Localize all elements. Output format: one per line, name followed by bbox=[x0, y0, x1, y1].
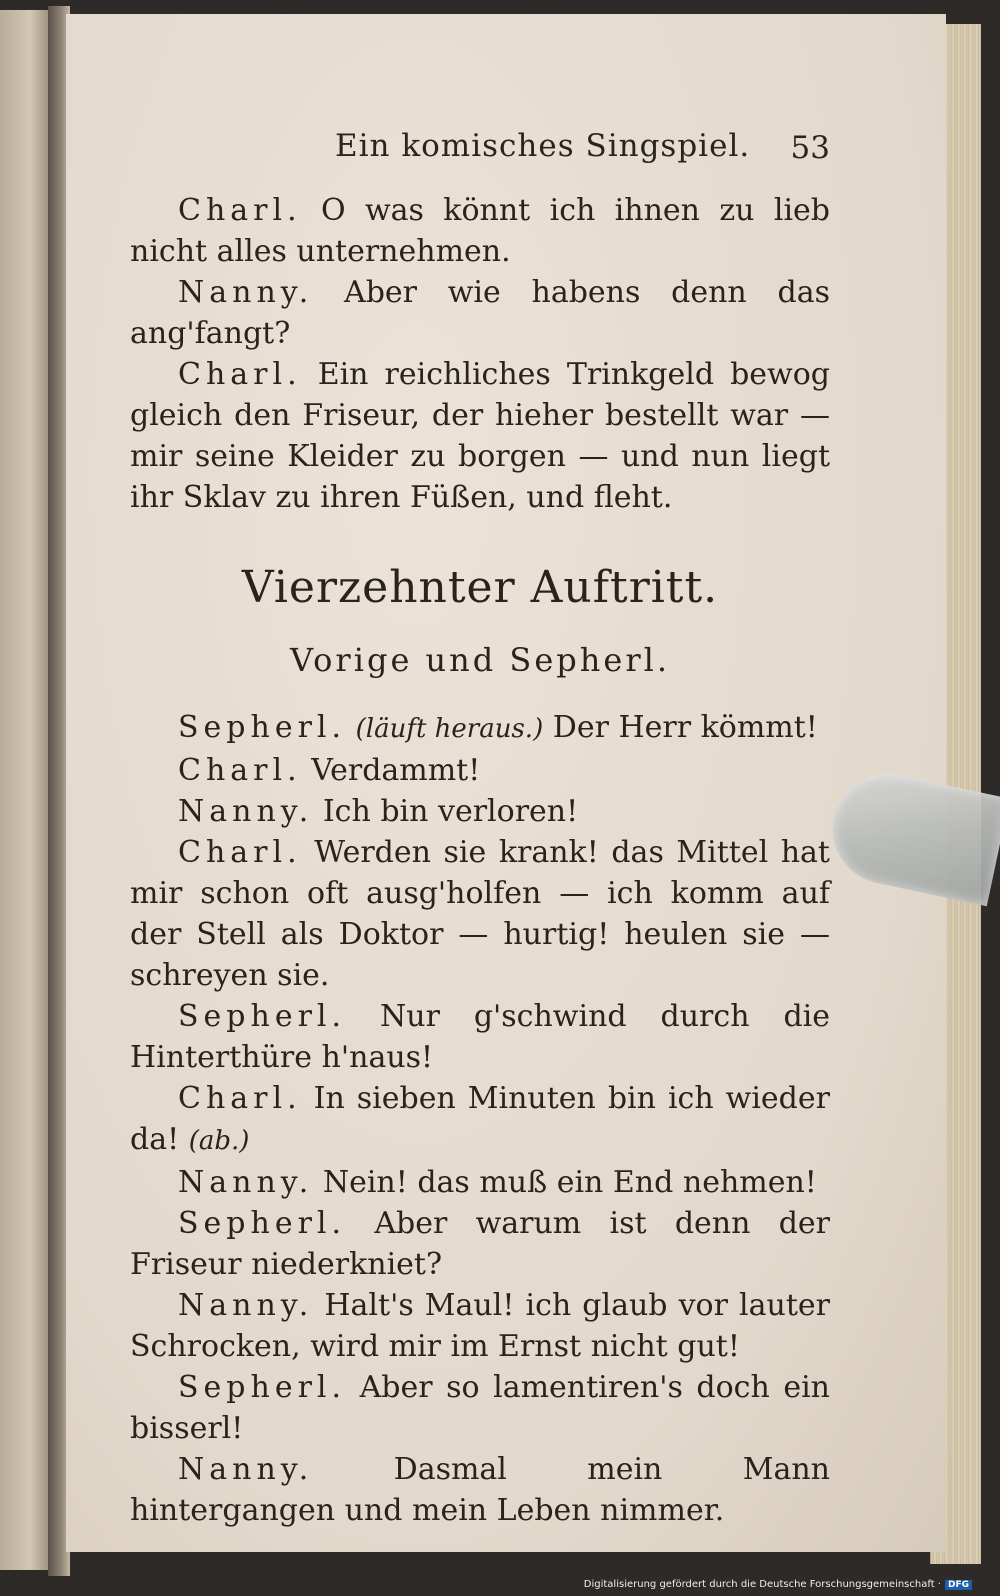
speech-line bbox=[130, 1203, 830, 1285]
speaker-name: Charl. bbox=[178, 357, 302, 392]
speech-line bbox=[130, 707, 830, 750]
speaker-name: Nanny. bbox=[178, 794, 314, 829]
stage-direction: (ab.) bbox=[188, 1126, 250, 1156]
scene-characters: Vorige und Sepherl. bbox=[289, 641, 671, 679]
speaker-name: Nanny. bbox=[178, 1452, 314, 1487]
page-header bbox=[100, 128, 830, 168]
speech-text: Ich bin verloren! bbox=[322, 794, 579, 829]
left-page-edge bbox=[0, 10, 50, 1570]
speech-text: Nur g'schwind durch die Hinterthüre h'naus! bbox=[130, 999, 830, 1075]
speaker-name: Charl. bbox=[178, 1081, 302, 1116]
speech-text: In sieben Minuten bin ich wieder da! bbox=[130, 1081, 830, 1157]
speaker-name: Nanny. bbox=[178, 275, 314, 310]
speaker-name: Charl. bbox=[178, 193, 302, 228]
speech-text: Aber wie habens denn das ang'fangt? bbox=[130, 275, 830, 351]
speech-text: Werden sie krank! das Mittel hat mir schon oft ausg'holfen — ich komm auf der Stell als Doktor — hurtig! heulen sie — schreyen sie. bbox=[130, 835, 830, 993]
speaker-name: Charl. bbox=[178, 835, 302, 870]
speech-text: Verdammt! bbox=[311, 753, 481, 788]
footer-text: Digitalisierung gefördert durch die Deutsche Forschungsgemeinschaft · bbox=[583, 1579, 941, 1590]
speech-line bbox=[130, 791, 830, 832]
speech-text: Aber so lamentiren's doch ein bisserl! bbox=[130, 1370, 830, 1446]
speech-text: O was könnt ich ihnen zu lieb nicht alles unternehmen. bbox=[130, 193, 830, 269]
speech-line bbox=[130, 1162, 830, 1203]
stage-direction: (läuft heraus.) bbox=[355, 714, 544, 744]
page-content bbox=[130, 190, 830, 1531]
speech-text: Halt's Maul! ich glaub vor lauter Schrocken, wird mir im Ernst nicht gut! bbox=[130, 1288, 830, 1364]
speech-text: Ein reichliches Trinkgeld bewog gleich den Friseur, der hieher bestellt war — mir seine Kleider zu borgen — und nun liegt ihr Sklav zu ihren Füßen, und fleht. bbox=[130, 357, 830, 515]
speech-line bbox=[130, 1449, 830, 1531]
speaker-name: Sepherl. bbox=[178, 710, 347, 745]
speech-line bbox=[130, 1078, 830, 1162]
running-title: Ein komisches Singspiel. bbox=[335, 128, 751, 164]
speech-line bbox=[130, 996, 830, 1078]
speech-line bbox=[130, 1367, 830, 1449]
dfg-logo-icon: DFG bbox=[945, 1580, 972, 1590]
speaker-name: Nanny. bbox=[178, 1288, 314, 1323]
speech-text: Aber warum ist denn der Friseur niederkniet? bbox=[130, 1206, 830, 1282]
speech-line bbox=[130, 832, 830, 996]
footer-credit bbox=[584, 1579, 972, 1590]
speech-line bbox=[130, 272, 830, 354]
speaker-name: Nanny. bbox=[178, 1165, 314, 1200]
speaker-name: Sepherl. bbox=[178, 999, 347, 1034]
speech-line bbox=[130, 354, 830, 518]
speech-line bbox=[130, 190, 830, 272]
speaker-name: Sepherl. bbox=[178, 1206, 347, 1241]
scene-title: Vierzehnter Auftritt. bbox=[241, 562, 719, 613]
speech-line bbox=[130, 1285, 830, 1367]
speech-line bbox=[130, 750, 830, 791]
speaker-name: Sepherl. bbox=[178, 1370, 347, 1405]
speech-text: Nein! das muß ein End nehmen! bbox=[322, 1165, 817, 1200]
page-number: 53 bbox=[790, 130, 830, 166]
speech-text: Dasmal mein Mann hintergangen und mein Leben nimmer. bbox=[130, 1452, 830, 1528]
speech-text: Der Herr kömmt! bbox=[552, 710, 818, 745]
speaker-name: Charl. bbox=[178, 753, 302, 788]
